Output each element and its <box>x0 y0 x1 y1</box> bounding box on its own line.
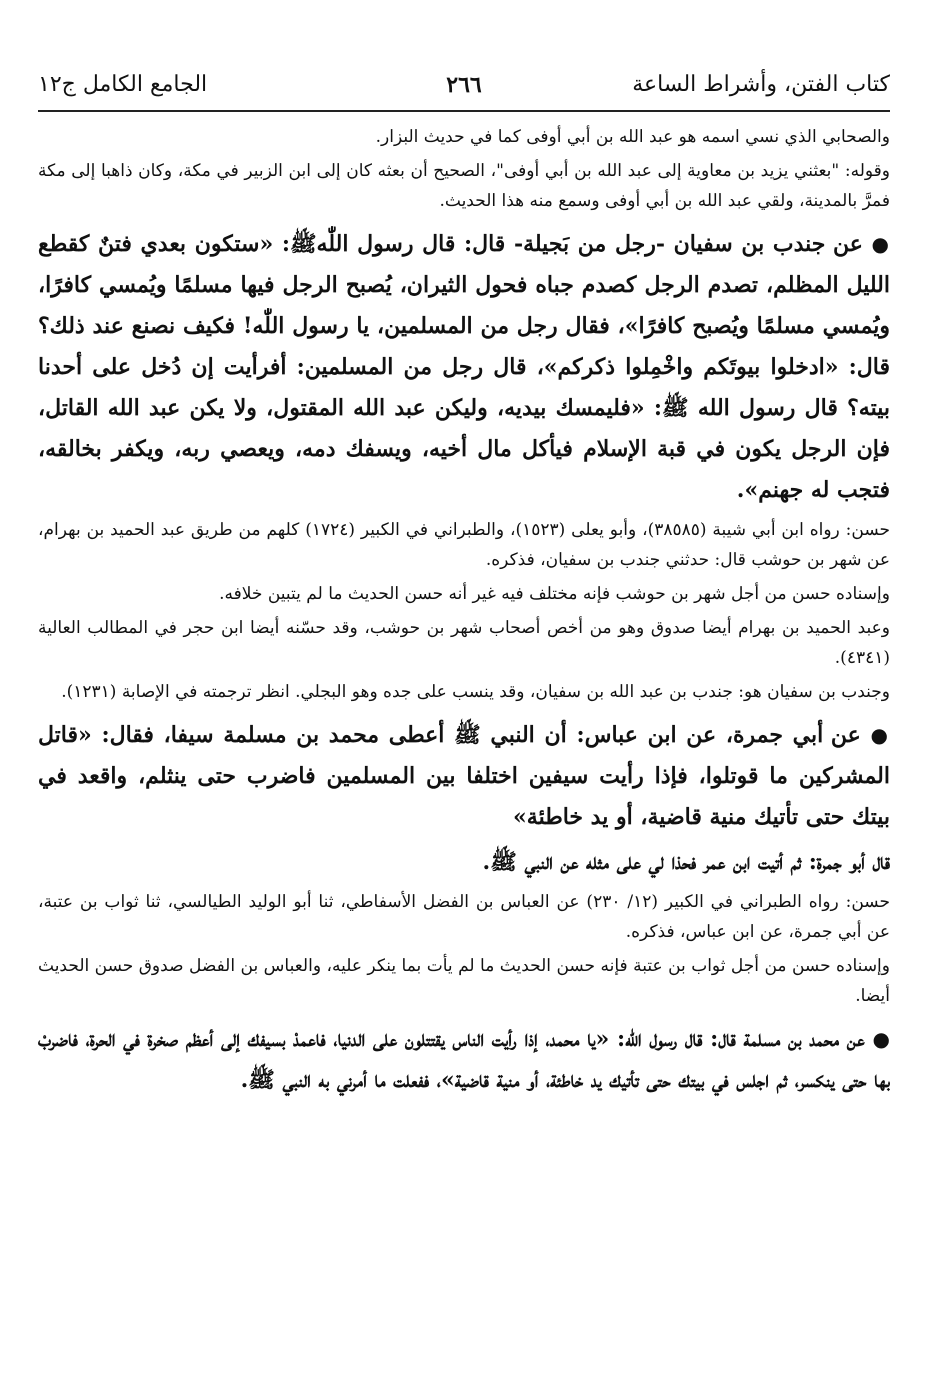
footnote-paragraph: وإسناده حسن من أجل شهر بن حوشب فإنه مختلف فيه غير أنه حسن الحديث ما لم يتبين خلافه. <box>219 584 890 604</box>
bullet-icon: ● <box>871 232 890 256</box>
hadith-text: عن جندب بن سفيان -رجل من بَجيلة- قال: قال رسول اللّٰهﷺ: «ستكون بعدي فتنٌ كقطع الليل المظلم، تصدم الرجل كصدم جباه فحول الثيران، يُصبح الرجل فيها مسلمًا ويُمسي كافرًا، ويُمسي مسلمًا ويُصبح كافرًا»، فقال رجل من المسلمين، يا رسول اللّٰه! فكيف نصنع عند ذلك؟ قال: «ادخلوا بيوتَكم واخْمِلوا ذكركم»، قال رجل من المسلمين: أفرأيت إن دُخل على أحدنا بيته؟ قال رسول الله ﷺ: «فليمسك بيديه، وليكن عبد الله المقتول، ولا يكن عبد الله القاتل، فإن الرجل يكون في قبة الإسلام فيأكل مال أخيه، ويسفك دمه، ويعصي ربه، ويكفر بخالقه، فتجب له جهنم». <box>38 231 890 503</box>
hadith-text: عن محمد بن مسلمة قال: قال رسول اللّٰه: «يا محمد، إذا رأيت الناس يقتتلون على الدنيا، فاعمدْ بسيفك إلى أعظم صخرة في الحرة، فاضربْ بها حتى ينكسر، ثم اجلس في بيتك حتى تأتيك يد خاطئة، أو منية قاضية»، ففعلت ما أمرني به النبي ﷺ. <box>38 1026 890 1093</box>
page-number: ٢٦٦ <box>446 72 482 98</box>
bullet-icon: ● <box>870 723 890 747</box>
page-header <box>38 66 890 112</box>
footnote-paragraph: وعبد الحميد بن بهرام أيضا صدوق وهو من أخص أصحاب شهر بن حوشب، وقد حسّنه أيضا ابن حجر في المطالب العالية (٤٣٤١). <box>38 618 890 668</box>
hadith-paragraph <box>38 1019 890 1101</box>
footnote-paragraph: حسن: رواه ابن أبي شيبة (٣٨٥٨٥)، وأبو يعلى (١٥٢٣)، والطبراني في الكبير (١٧٢٤) كلهم من طريق عبد الحميد بن بهرام، عن شهر بن حوشب قال: حدثني جندب بن سفيان، فذكره. <box>38 520 890 570</box>
hadith-text: عن أبي جمرة، عن ابن عباس: أن النبي ﷺ أعطى محمد بن مسلمة سيفا، فقال: «قاتل المشركين ما قوتلوا، فإذا رأيت سيفين اختلفا بين المسلمين فاضرب حتى ينثلم، واقعد في بيتك حتى تأتيك منية قاضية، أو يد خاطئة» <box>38 722 890 830</box>
footnote-paragraph: حسن: رواه الطبراني في الكبير (١٢/ ٢٣٠) عن العباس بن الفضل الأسفاطي، ثنا أبو الوليد الطيالسي، ثنا ثواب بن عتبة، عن أبي جمرة، عن ابن عباس، فذكره. <box>38 892 890 942</box>
hadith-paragraph <box>38 224 890 511</box>
footnote-paragraph: وجندب بن سفيان هو: جندب بن عبد الله بن سفيان، وقد ينسب على جده وهو البجلي. انظر ترجمته في الإصابة (١٢٣١). <box>61 682 890 702</box>
footnote-paragraph: والصحابي الذي نسي اسمه هو عبد الله بن أبي أوفى كما في حديث البزار. <box>375 127 890 147</box>
chapter-title: كتاب الفتن، وأشراط الساعة <box>632 72 890 97</box>
hadith-paragraph: قال أبو جمرة: ثم أتيت ابن عمر فحذا لي على مثله عن النبي ﷺ. <box>482 849 890 875</box>
footnote-paragraph: وقوله: "بعثني يزيد بن معاوية إلى عبد الله بن أبي أوفى"، الصحيح أن بعثه كان إلى ابن الزبير في مكة، وكان ذاهبا إلى مكة فمرَّ بالمدينة، ولقي عبد الله بن أبي أوفى وسمع منه هذا الحديث. <box>38 161 890 211</box>
page-body <box>38 112 890 1101</box>
footnote-paragraph: وإسناده حسن من أجل ثواب بن عتبة فإنه حسن الحديث ما لم يأت بما ينكر عليه، والعباس بن الفضل صدوق حسن الحديث أيضا. <box>38 956 890 1006</box>
hadith-paragraph <box>38 715 890 838</box>
book-title: الجامع الكامل ج١٢ <box>38 72 208 97</box>
bullet-icon: ● <box>872 1027 890 1051</box>
book-page <box>38 66 890 1366</box>
